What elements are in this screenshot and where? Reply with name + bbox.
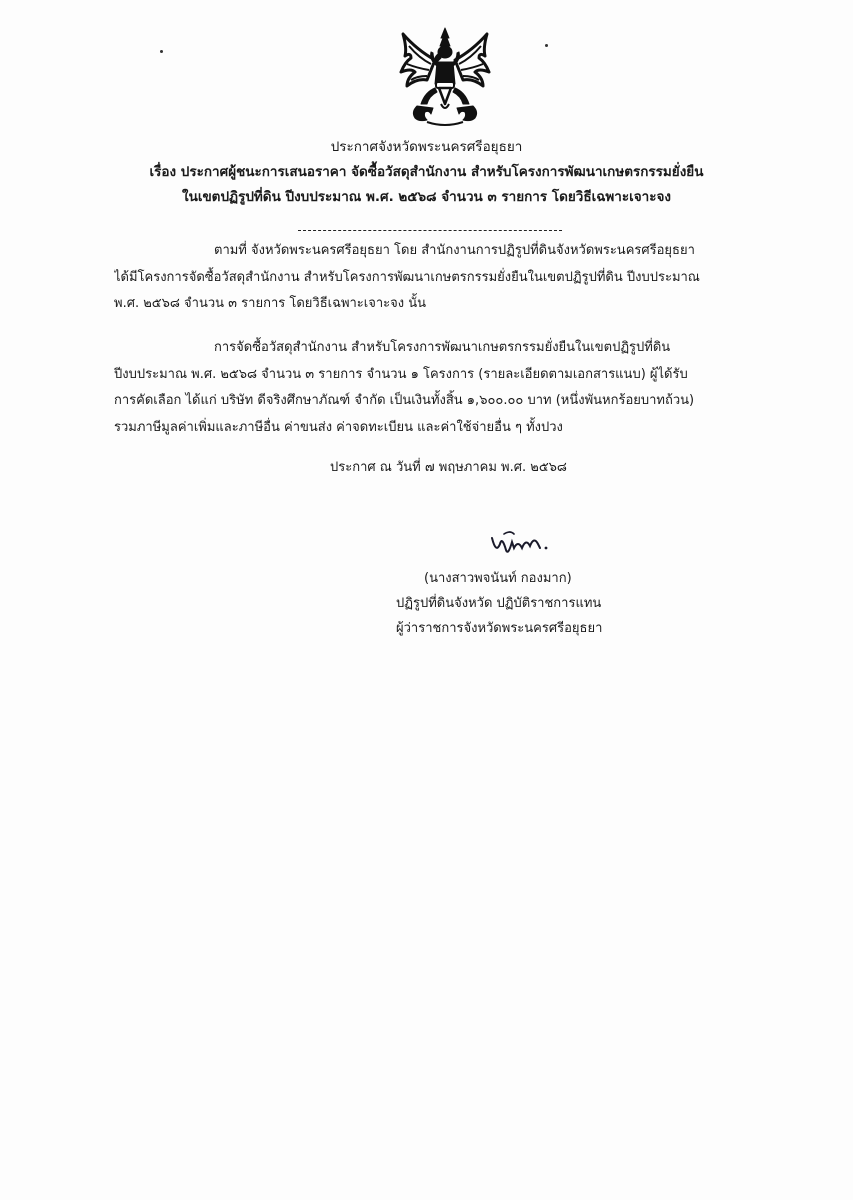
paragraph-line: การจัดซื้อวัสดุสำนักงาน สำหรับโครงการพัฒนาเกษตรกรรมยั่งยืนในเขตปฏิรูปที่ดิน — [214, 340, 671, 355]
paragraph-line: รวมภาษีมูลค่าเพิ่มและภาษีอื่น ค่าขนส่ง ค่าจดทะเบียน และค่าใช้จ่ายอื่น ๆ ทั้งปวง — [114, 419, 563, 435]
signatory-position: ปฏิรูปที่ดินจังหวัด ปฏิบัติราชการแทน — [396, 596, 602, 611]
scan-speck — [160, 50, 163, 53]
paragraph-line: ปีงบประมาณ พ.ศ. ๒๕๖๘ จำนวน ๓ รายการ จำนวน ๑ โครงการ (รายละเอียดตามเอกสารแนบ) ผู้ได้รับ — [114, 366, 688, 382]
paragraph-line: ได้มีโครงการจัดซื้อวัสดุสำนักงาน สำหรับโครงการพัฒนาเกษตรกรรมยั่งยืนในเขตปฏิรูปที่ดิน ปีงบประมาณ — [114, 269, 700, 285]
paragraph-line: การคัดเลือก ได้แก่ บริษัท ดีจริงศึกษาภัณฑ์ จำกัด เป็นเงินทั้งสิ้น ๑,๖๐๐.๐๐ บาท (หนึ่งพันหกร้อยบาทถ้วน) — [114, 393, 695, 408]
garuda-emblem-icon — [397, 26, 493, 128]
header-divider — [298, 230, 562, 231]
handwritten-signature — [488, 528, 554, 560]
signatory-name: (นางสาวพจนันท์ กองมาก) — [424, 571, 572, 586]
announcement-title: ประกาศจังหวัดพระนครศรีอยุธยา — [330, 139, 523, 155]
paragraph-line: พ.ศ. ๒๕๖๘ จำนวน ๓ รายการ โดยวิธีเฉพาะเจาะจง นั้น — [114, 296, 427, 311]
scan-speck — [545, 44, 548, 47]
signatory-position: ผู้ว่าราชการจังหวัดพระนครศรีอยุธยา — [396, 621, 603, 636]
announcement-subject-continued: ในเขตปฏิรูปที่ดิน ปีงบประมาณ พ.ศ. ๒๕๖๘ จำนวน ๓ รายการ โดยวิธีเฉพาะเจาะจง — [182, 189, 671, 205]
paragraph-award — [114, 335, 769, 441]
paragraph-background — [114, 238, 769, 318]
announcement-date: ประกาศ ณ วันที่ ๗ พฤษภาคม พ.ศ. ๒๕๖๘ — [330, 460, 567, 475]
announcement-subject: เรื่อง ประกาศผู้ชนะการเสนอราคา จัดซื้อวัสดุสำนักงาน สำหรับโครงการพัฒนาเกษตรกรรมยั่งยืน — [149, 164, 704, 180]
paragraph-line: ตามที่ จังหวัดพระนครศรีอยุธยา โดย สำนักงานการปฏิรูปที่ดินจังหวัดพระนครศรีอยุธยา — [214, 243, 695, 258]
